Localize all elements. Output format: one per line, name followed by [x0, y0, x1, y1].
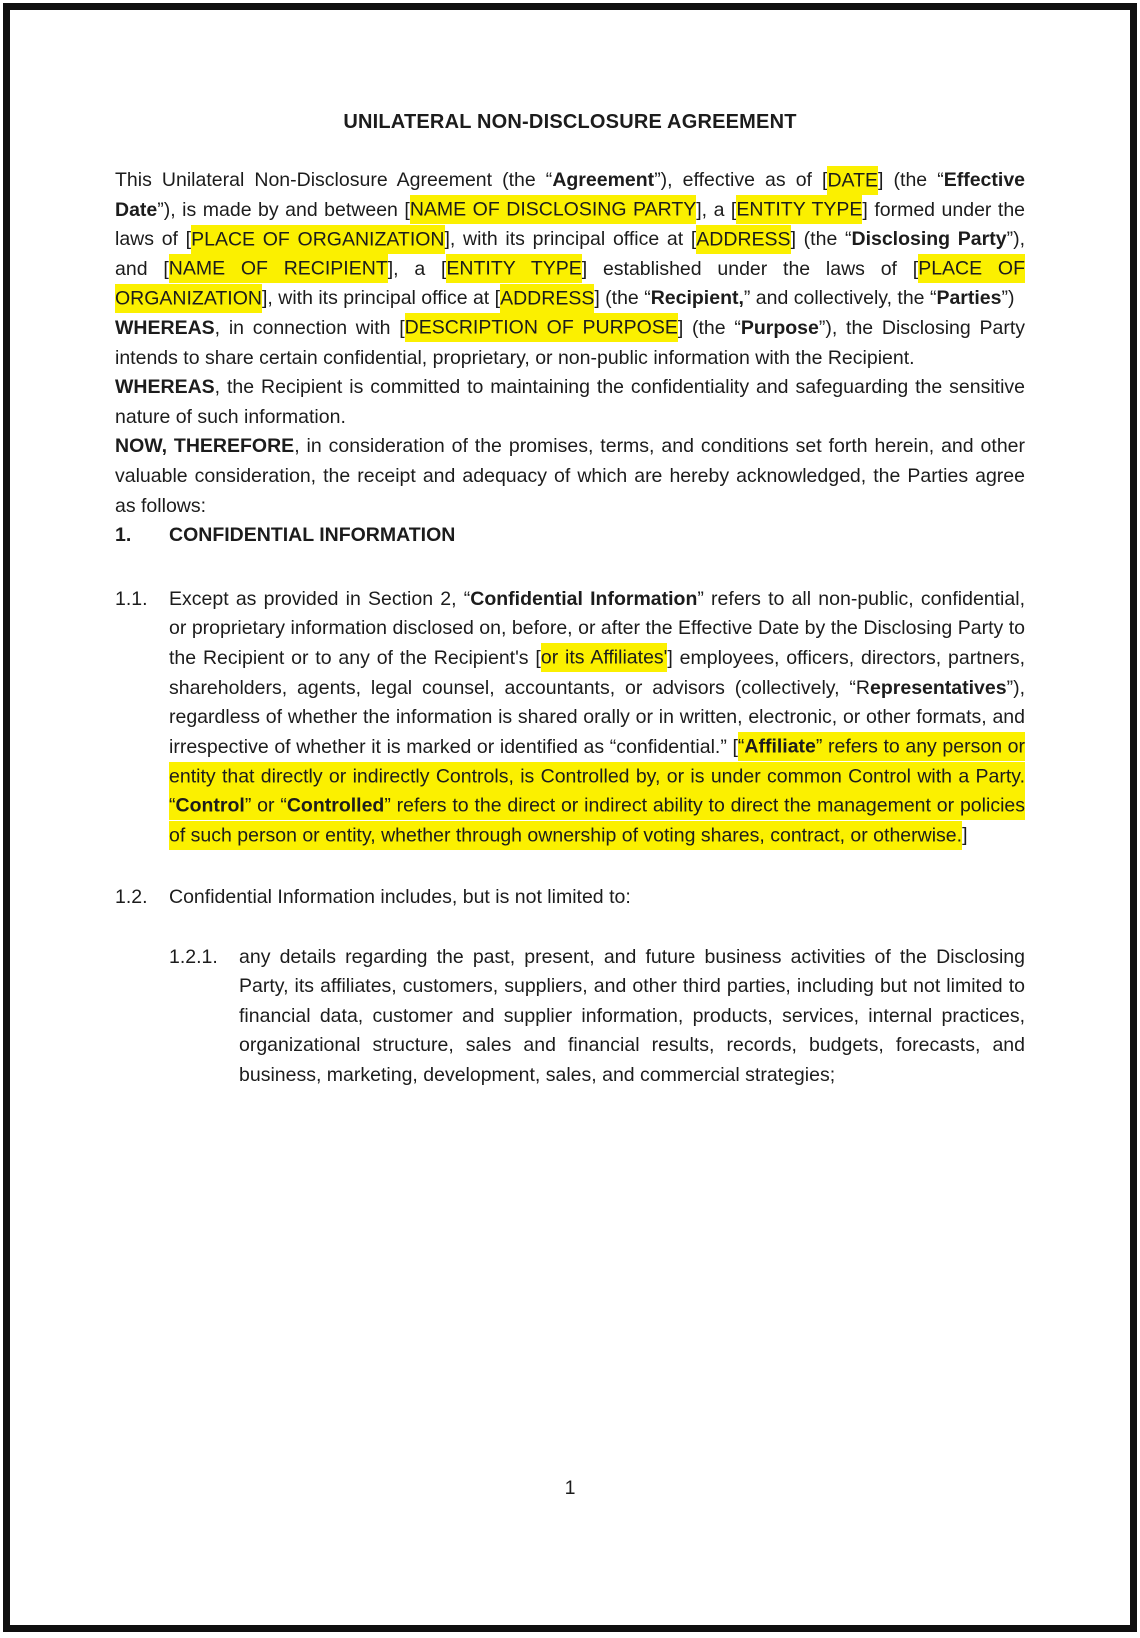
- text-run: Recipient,: [650, 287, 744, 310]
- text-run: ”), regardless of whether the information is shared orally or in written, electronic, or other formats, and irrespective of whether it is marked or identified as “confidential.” [: [169, 676, 1025, 758]
- placeholder-highlight: DATE: [827, 166, 878, 195]
- placeholder-highlight: PLACE OF ORGANIZATION: [191, 225, 444, 254]
- clause-number: 1.1.: [115, 587, 148, 610]
- text-run: ], with its principal office at [: [444, 228, 697, 251]
- placeholder-highlight: NAME OF DISCLOSING PARTY: [410, 195, 696, 224]
- placeholder-highlight: Controlled: [287, 791, 385, 820]
- text-run: ” refers to all non-public, confidential, or proprietary information disclosed on, before, or after the Effective Date by the Disclosing Party to the Recipient or to any of the Recipient's [: [169, 587, 1025, 669]
- document-title: UNILATERAL NON-DISCLOSURE AGREEMENT: [343, 111, 797, 133]
- text-run: any details regarding the past, present, and future business activities of the Disclosing Party, its affiliates, customers, suppliers, and other third parties, including but not limited to financial data, customer and supplier information, products, services, internal practices, organizational structure, sales and financial results, records, budgets, forecasts, and business, marketing, development, sales, and commercial strategies;: [239, 945, 1025, 1087]
- text-run: NOW, THEREFORE: [115, 435, 295, 458]
- now-therefore-paragraph: [115, 432, 1025, 521]
- clause-text: [169, 883, 1025, 913]
- text-run: ”), and [: [115, 228, 1025, 280]
- text-run: ], a [: [696, 198, 737, 221]
- text-run: ] (the “: [677, 316, 741, 339]
- placeholder-highlight: ENTITY TYPE: [446, 254, 581, 283]
- clause-1-2: [115, 883, 1025, 913]
- text-run: This Unilateral Non-Disclosure Agreement (the “: [115, 169, 553, 191]
- text-run: ], with its principal office at [: [261, 287, 501, 310]
- section-number: 1.: [115, 524, 132, 547]
- document-page: [3, 3, 1137, 1632]
- intro-paragraph: [115, 166, 1025, 314]
- section-heading-label: CONFIDENTIAL INFORMATION: [169, 524, 456, 547]
- page-number: 1: [564, 1477, 576, 1499]
- clause-text: [239, 943, 1025, 1091]
- text-run: Except as provided in Section 2, “: [169, 587, 471, 610]
- clause-number: 1.2.1.: [169, 945, 218, 968]
- text-run: Disclosing Party: [851, 228, 1007, 251]
- text-run: Effective Date: [115, 169, 1026, 221]
- placeholder-highlight: Affiliate: [744, 732, 816, 761]
- text-run: Parties: [936, 287, 1002, 310]
- placeholder-highlight: PLACE OF ORGANIZATION: [115, 254, 1025, 313]
- placeholder-highlight: or its Affiliates': [541, 643, 668, 672]
- text-run: , in connection with [: [214, 316, 405, 339]
- text-run: WHEREAS: [115, 376, 215, 399]
- text-run: ”), is made by and between [: [157, 198, 410, 221]
- text-run: ] (the “: [790, 228, 852, 251]
- placeholder-highlight: “: [738, 732, 745, 761]
- clause-number: 1.2.: [115, 886, 148, 909]
- placeholder-highlight: ENTITY TYPE: [736, 195, 862, 224]
- text-run: Confidential Information includes, but is not limited to:: [169, 886, 631, 909]
- text-run: ] employees, officers, directors, partners, shareholders, agents, legal counsel, accountants, or advisors (collectively, “R: [169, 646, 1026, 699]
- placeholder-highlight: ” or “: [245, 791, 287, 820]
- placeholder-highlight: ADDRESS: [696, 225, 790, 254]
- text-run: Agreement: [552, 169, 655, 191]
- text-run: ] (the “: [594, 287, 651, 310]
- text-run: ] (the “: [878, 169, 944, 191]
- clause-1-1: [115, 585, 1025, 851]
- text-run: WHEREAS: [115, 316, 215, 339]
- clause-1-2-1: [169, 943, 1025, 1091]
- document-content: [10, 10, 1130, 1091]
- text-run: , in consideration of the promises, terms, and conditions set forth herein, and other valuable consideration, the receipt and adequacy of which are hereby acknowledged, the Parties agree as follows:: [115, 435, 1026, 517]
- placeholder-highlight: ADDRESS: [500, 284, 594, 313]
- placeholder-highlight: Control: [176, 791, 245, 820]
- text-run: ”), effective as of [: [654, 169, 828, 191]
- text-run: ] established under the laws of [: [581, 257, 919, 280]
- whereas-recipient-paragraph: [115, 373, 1025, 432]
- text-run: ] formed under the laws of [: [115, 198, 1026, 251]
- text-run: , the Recipient is committed to maintaining the confidentiality and safeguarding the sensitive nature of such information.: [115, 376, 1025, 428]
- text-run: ”): [1001, 287, 1015, 310]
- text-run: ]: [962, 824, 968, 847]
- placeholder-highlight: ” refers to any person or entity that directly or indirectly Controls, is Controlled by, or is under common Control with a Party. “: [169, 732, 1025, 820]
- whereas-purpose-paragraph: [115, 314, 1025, 373]
- text-run: Confidential Information: [470, 587, 698, 610]
- text-run: Purpose: [740, 316, 819, 339]
- text-run: ], a [: [387, 257, 447, 280]
- text-run: epresentatives: [870, 676, 1007, 699]
- text-run: ” and collectively, the “: [743, 287, 937, 310]
- clause-text: [169, 585, 1025, 851]
- text-run: ”), the Disclosing Party intends to share certain confidential, proprietary, or non-public information with the Recipient.: [115, 316, 1025, 369]
- placeholder-highlight: DESCRIPTION OF PURPOSE: [405, 313, 678, 342]
- placeholder-highlight: NAME OF RECIPIENT: [169, 254, 388, 283]
- placeholder-highlight: ” refers to the direct or indirect ability to direct the management or policies of such person or entity, whether through ownership of voting shares, contract, or otherwise.: [169, 791, 1025, 850]
- section-1-heading: [115, 521, 1025, 551]
